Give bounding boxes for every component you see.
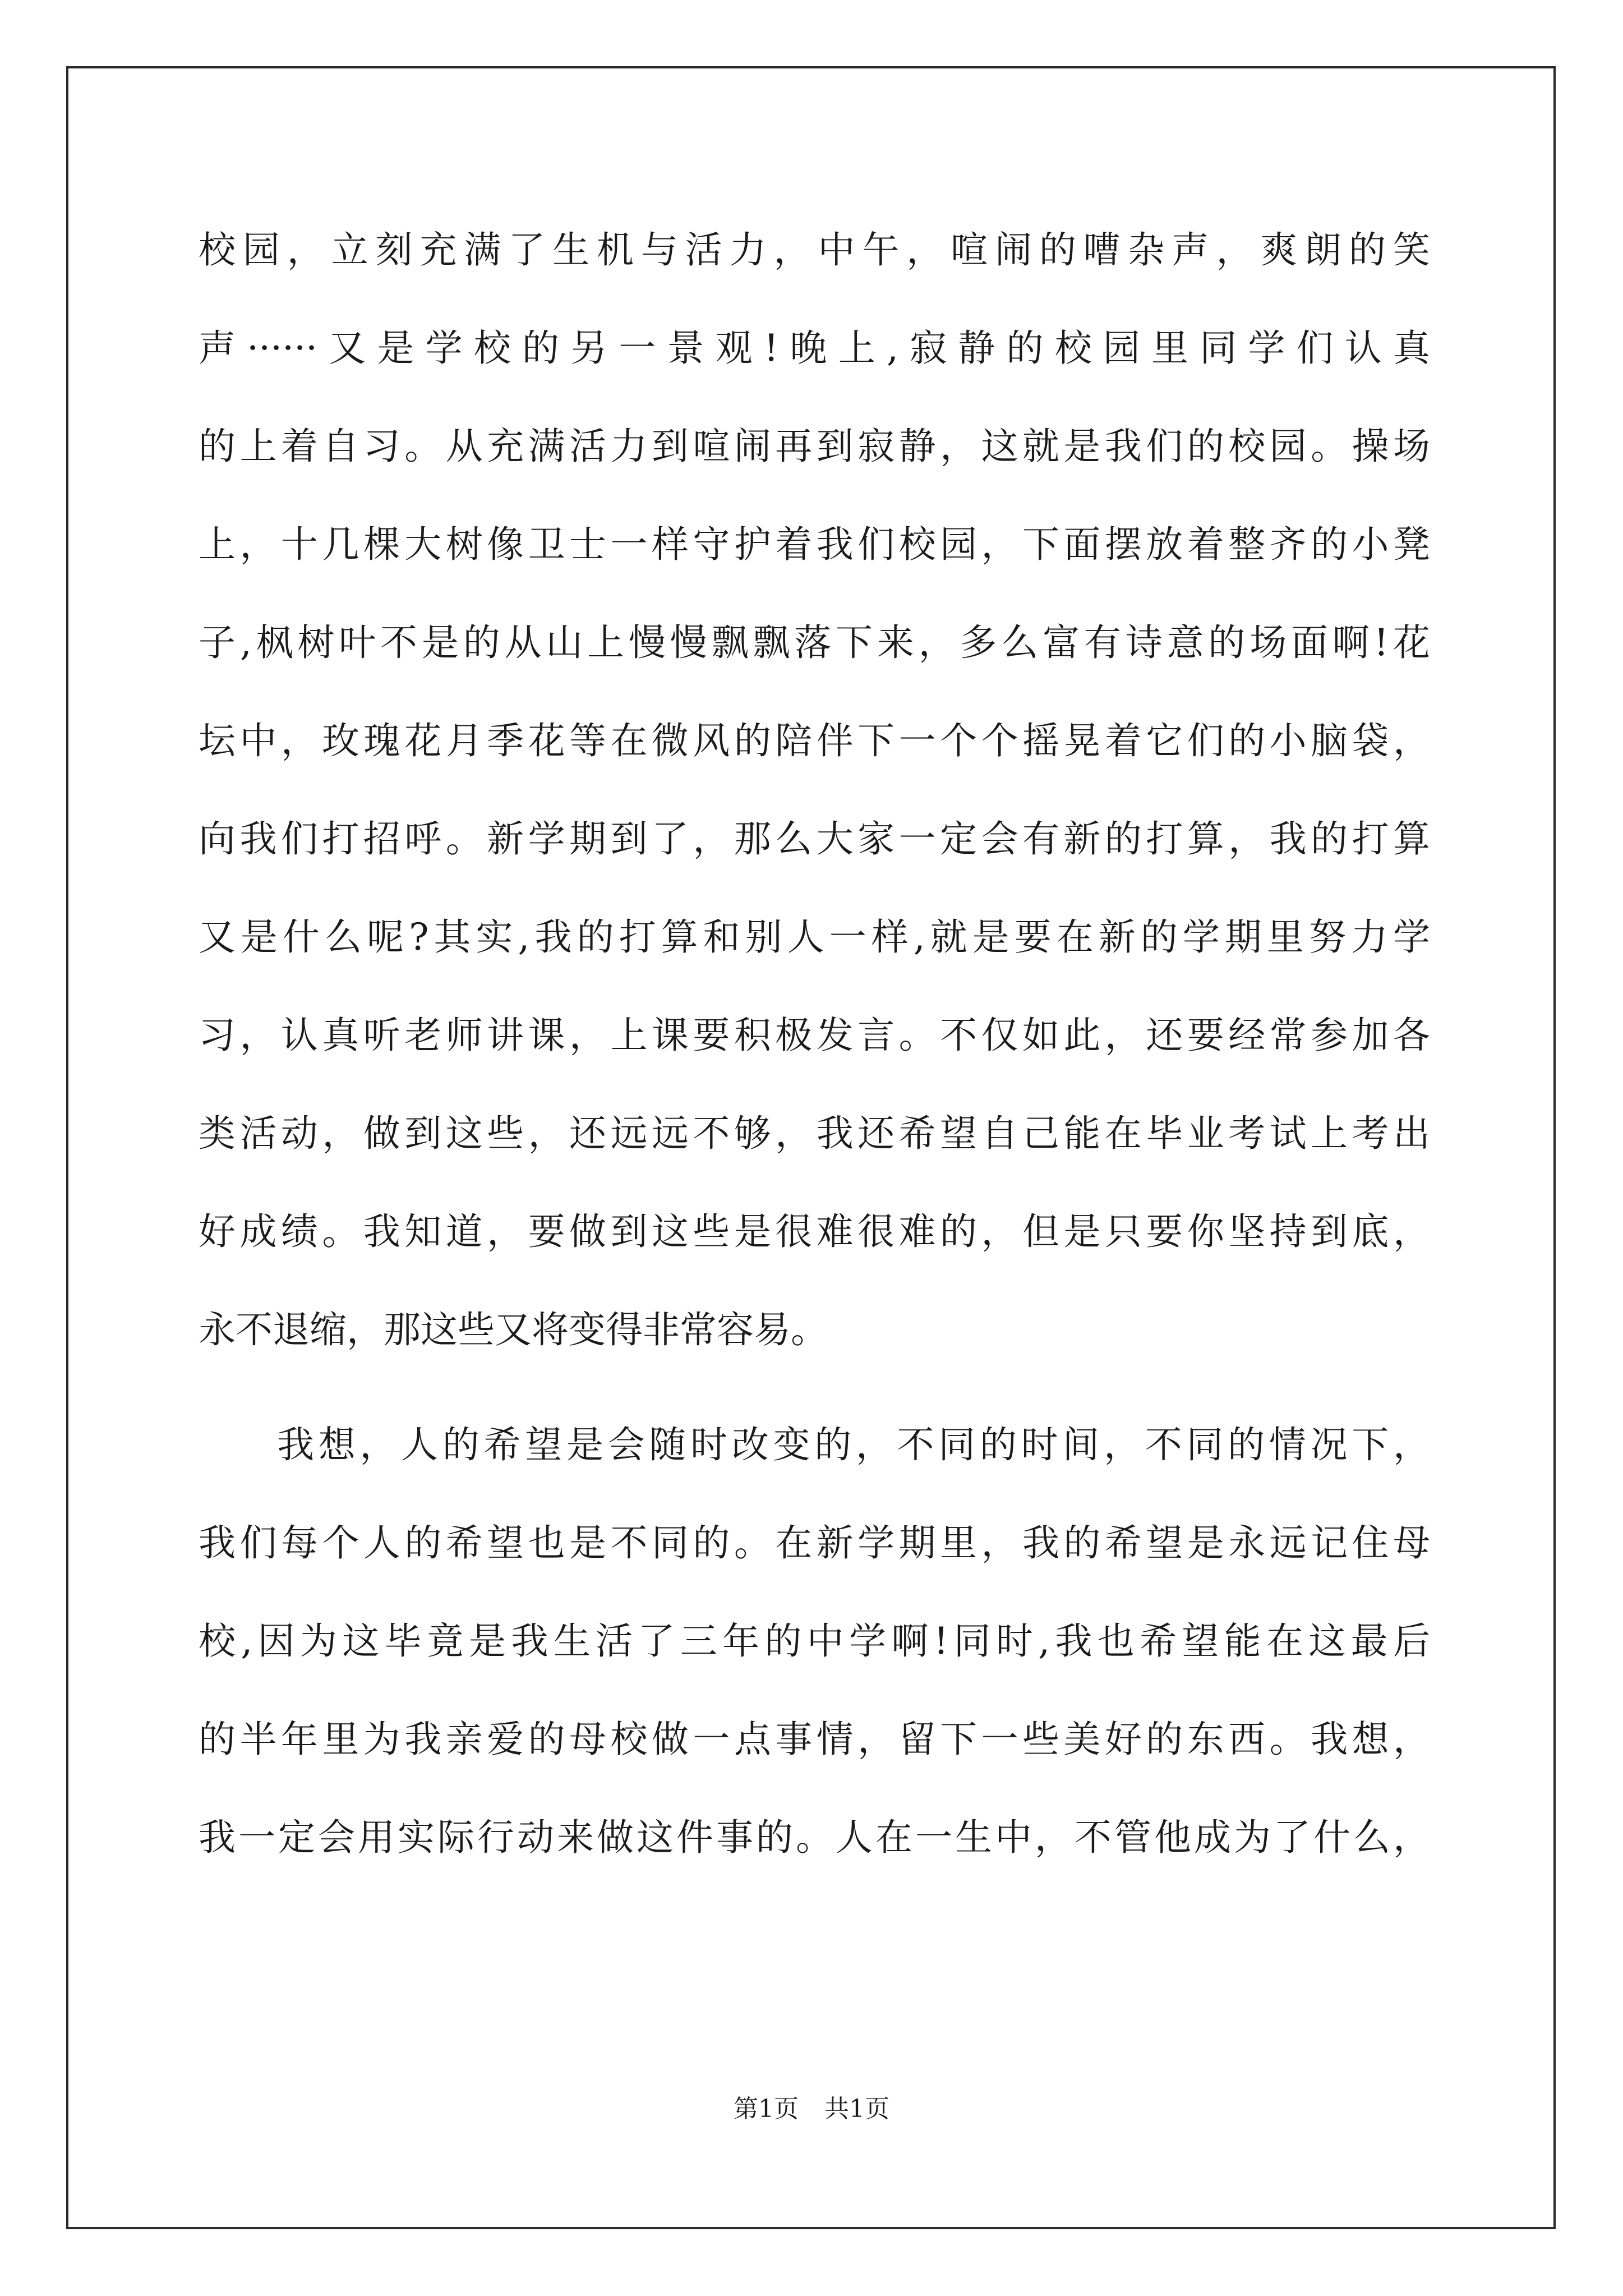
document-body bbox=[199, 217, 1430, 1902]
paragraph-1-line-12: 永不退缩，那这些又将变得非常容易。 bbox=[199, 1308, 828, 1351]
paragraph-1-line-2: 声······又是学校的另一景观!晚上,寂静的校园里同学们认真 bbox=[199, 326, 1430, 370]
paragraph-1-line-8: 又是什么呢?其实,我的打算和别人一样,就是要在新的学期里努力学 bbox=[199, 915, 1430, 959]
paragraph-1-line-6: 坛中，玫瑰花月季花等在微风的陪伴下一个个摇晃着它们的小脑袋， bbox=[199, 719, 1430, 762]
paragraph-gap bbox=[199, 1395, 1430, 1411]
paragraph-2-line-1: 我想，人的希望是会随时改变的，不同的时间，不同的情况下， bbox=[277, 1423, 1430, 1466]
paragraph-1-line-4: 上，十几棵大树像卫士一样守护着我们校园，下面摆放着整齐的小凳 bbox=[199, 523, 1430, 566]
paragraph-1-line-11: 好成绩。我知道，要做到这些是很难很难的，但是只要你坚持到底， bbox=[199, 1210, 1430, 1253]
page-footer bbox=[0, 2092, 1623, 2126]
page-total-label: 共1页 bbox=[824, 2095, 889, 2123]
paragraph-2-line-4: 的半年里为我亲爱的母校做一点事情，留下一些美好的东西。我想， bbox=[199, 1718, 1430, 1761]
page-number-label: 第1页 bbox=[734, 2095, 799, 2123]
paragraph-1-line-7: 向我们打招呼。新学期到了，那么大家一定会有新的打算，我的打算 bbox=[199, 817, 1430, 861]
paragraph-1-line-3: 的上着自习。从充满活力到喧闹再到寂静，这就是我们的校园。操场 bbox=[199, 425, 1430, 468]
paragraph-1-line-9: 习，认真听老师讲课，上课要积极发言。不仅如此，还要经常参加各 bbox=[199, 1014, 1430, 1057]
paragraph-1-line-1: 校园，立刻充满了生机与活力，中午，喧闹的嘈杂声，爽朗的笑 bbox=[199, 228, 1430, 272]
paragraph-2-line-5: 我一定会用实际行动来做这件事的。人在一生中，不管他成为了什么， bbox=[199, 1816, 1430, 1859]
paragraph-2-line-3: 校,因为这毕竟是我生活了三年的中学啊!同时,我也希望能在这最后 bbox=[199, 1619, 1430, 1663]
paragraph-1-line-10: 类活动，做到这些，还远远不够，我还希望自己能在毕业考试上考出 bbox=[199, 1112, 1430, 1155]
paragraph-2-line-2: 我们每个人的希望也是不同的。在新学期里，我的希望是永远记住母 bbox=[199, 1521, 1430, 1565]
paragraph-1-line-5: 子,枫树叶不是的从山上慢慢飘飘落下来，多么富有诗意的场面啊!花 bbox=[199, 621, 1430, 664]
